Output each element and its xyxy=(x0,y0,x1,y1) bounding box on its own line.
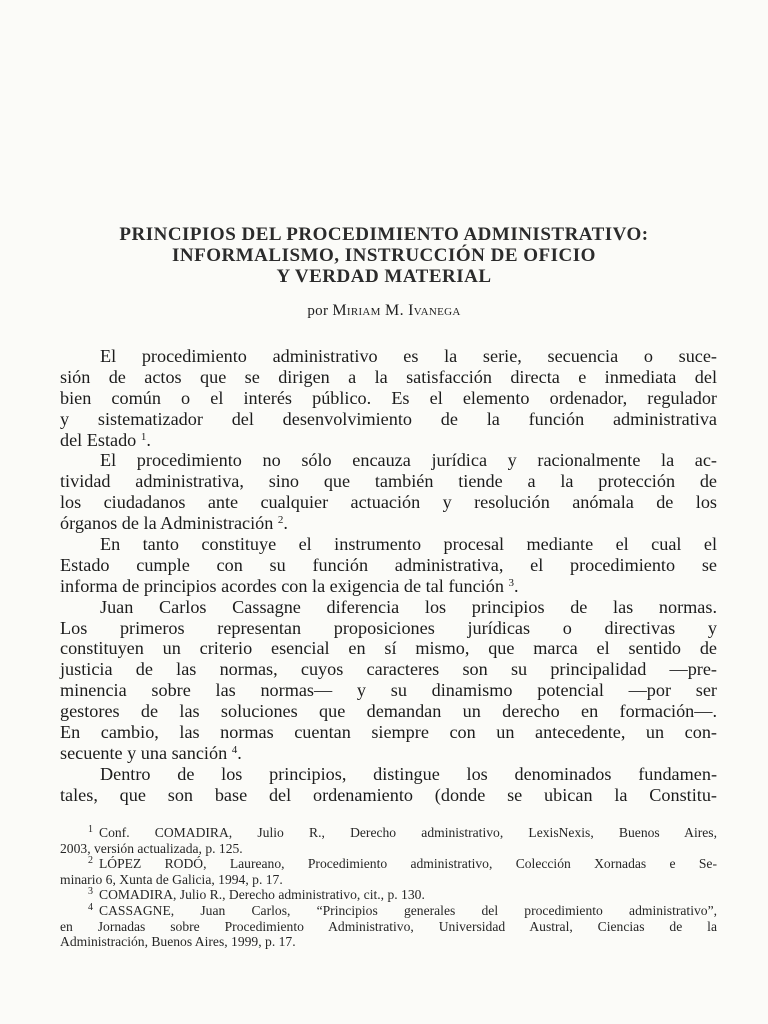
body-line xyxy=(60,388,717,409)
body-line xyxy=(60,555,717,576)
body-line-text: El procedimiento administrativo es la serie, secuencia o suce- xyxy=(100,346,717,366)
body-line-text: El procedimiento no sólo encauza jurídica y racionalmente la ac- xyxy=(100,450,717,471)
body-line xyxy=(60,764,717,785)
footnote-text: COMADIRA, Julio R., Derecho administrativo, cit., p. 130. xyxy=(99,887,425,903)
body-line xyxy=(60,430,717,451)
body-line-text: del Estado xyxy=(60,429,137,450)
footnote-line xyxy=(60,887,717,903)
byline-prefix: por xyxy=(307,303,329,319)
body-line-text: constituyen un criterio esencial en sí mismo, que marca el sentido de xyxy=(60,638,717,659)
body-line xyxy=(60,659,717,680)
body-line-text: gestores de las soluciones que demandan un derecho en formación—. xyxy=(60,701,717,722)
footnote-line xyxy=(60,903,717,919)
footnote-text: CASSAGNE, Juan Carlos, “Principios generales del procedimiento administrativo”, xyxy=(99,902,717,918)
footnote-number: 4 xyxy=(88,901,93,913)
body-line-text: tividad administrativa, sino que también tiende a la protección de xyxy=(60,471,717,492)
footnotes xyxy=(60,825,717,950)
footnote-text: 2003, versión actualizada, p. 125. xyxy=(60,840,243,856)
body-line xyxy=(60,450,717,471)
title-line-3: Y VERDAD MATERIAL xyxy=(276,266,492,287)
body-line-text: secuente y una sanción xyxy=(60,742,228,763)
body-line-text: Dentro de los principios, distingue los denominados fundamen- xyxy=(100,763,717,784)
author-name: Miriam M. Ivanega xyxy=(332,302,461,319)
footnote-ref: 2 xyxy=(277,514,284,527)
body-line xyxy=(60,618,717,639)
body-line-text: Juan Carlos Cassagne diferencia los principios de las normas. xyxy=(100,596,717,617)
body-line-text: tales, que son base del ordenamiento (donde se ubican la Constitu- xyxy=(60,784,717,805)
body-line xyxy=(60,722,717,743)
body-line xyxy=(60,534,717,555)
body-line-text: Los primeros representan proposiciones jurídicas o directivas y xyxy=(60,617,717,638)
body-line-tail: . xyxy=(283,513,288,534)
footnote-number: 1 xyxy=(88,824,93,835)
footnote-text: Conf. COMADIRA, Julio R., Derecho administrativo, LexisNexis, Buenos Aires, xyxy=(99,825,717,840)
footnote-number: 2 xyxy=(88,855,93,867)
body-line xyxy=(60,597,717,618)
body-line xyxy=(60,680,717,701)
body-line-text: bien común o el interés público. Es el elemento ordenador, regulador xyxy=(60,387,717,408)
footnote-text: Administración, Buenos Aires, 1999, p. 17. xyxy=(60,934,296,950)
body-line-text: En cambio, las normas cuentan siempre con un antecedente, un con- xyxy=(60,722,717,743)
body-line-text: informa de principios acordes con la exigencia de tal función xyxy=(60,575,504,596)
body-line xyxy=(60,367,717,388)
body-line-text: Estado cumple con su función administrativa, el procedimiento se xyxy=(60,554,717,575)
body-line xyxy=(60,785,717,806)
body-line xyxy=(60,638,717,659)
footnote-text: LÓPEZ RODÓ, Laureano, Procedimiento administrativo, Colección Xornadas e Se- xyxy=(99,856,717,872)
footnote-line xyxy=(60,919,717,935)
body-line-text: y sistematizador del desenvolvimiento de la función administrativa xyxy=(60,408,717,429)
body-line-tail: . xyxy=(237,742,242,763)
footnote-ref: 4 xyxy=(231,743,238,756)
body-line-text: En tanto constituye el instrumento procesal mediante el cual el xyxy=(100,534,717,555)
footnote-line xyxy=(60,825,717,841)
footnote-text: minario 6, Xunta de Galicia, 1994, p. 17. xyxy=(60,871,283,887)
body-line xyxy=(60,701,717,722)
footnote-number: 3 xyxy=(88,886,93,898)
author-byline xyxy=(0,302,768,320)
title-line-1: PRINCIPIOS DEL PROCEDIMIENTO ADMINISTRATIVO: xyxy=(119,224,649,245)
footnote-ref: 3 xyxy=(508,576,514,589)
body-line xyxy=(60,513,717,534)
footnote-line xyxy=(60,872,717,888)
body-line-text: órganos de la Administración xyxy=(60,513,274,534)
body-line xyxy=(60,743,717,764)
body-line xyxy=(60,471,717,492)
article-title xyxy=(40,224,728,287)
body-line-text: minencia sobre las normas— y su dinamismo potencial —por ser xyxy=(60,680,717,701)
footnote-ref: 1 xyxy=(140,430,147,443)
footnote-text: en Jornadas sobre Procedimiento Administrativo, Universidad Austral, Ciencias de la xyxy=(60,918,717,934)
title-line-2: INFORMALISMO, INSTRUCCIÓN DE OFICIO xyxy=(172,245,596,266)
footnote-line xyxy=(60,856,717,872)
body-line-text: sión de actos que se dirigen a la satisfacción directa e inmediata del xyxy=(60,366,717,387)
body-line-text: justicia de las normas, cuyos caracteres son su principalidad —pre- xyxy=(60,659,717,680)
body-line xyxy=(60,409,717,430)
body-line-tail: . xyxy=(146,429,151,450)
body-text xyxy=(60,346,717,806)
footnote-line xyxy=(60,841,717,857)
body-line xyxy=(60,576,717,597)
body-line-text: los ciudadanos ante cualquier actuación y resolución anómala de los xyxy=(60,492,717,513)
body-line xyxy=(60,492,717,513)
body-line-tail: . xyxy=(513,575,519,596)
footnote-line xyxy=(60,934,717,950)
body-line xyxy=(60,346,717,367)
